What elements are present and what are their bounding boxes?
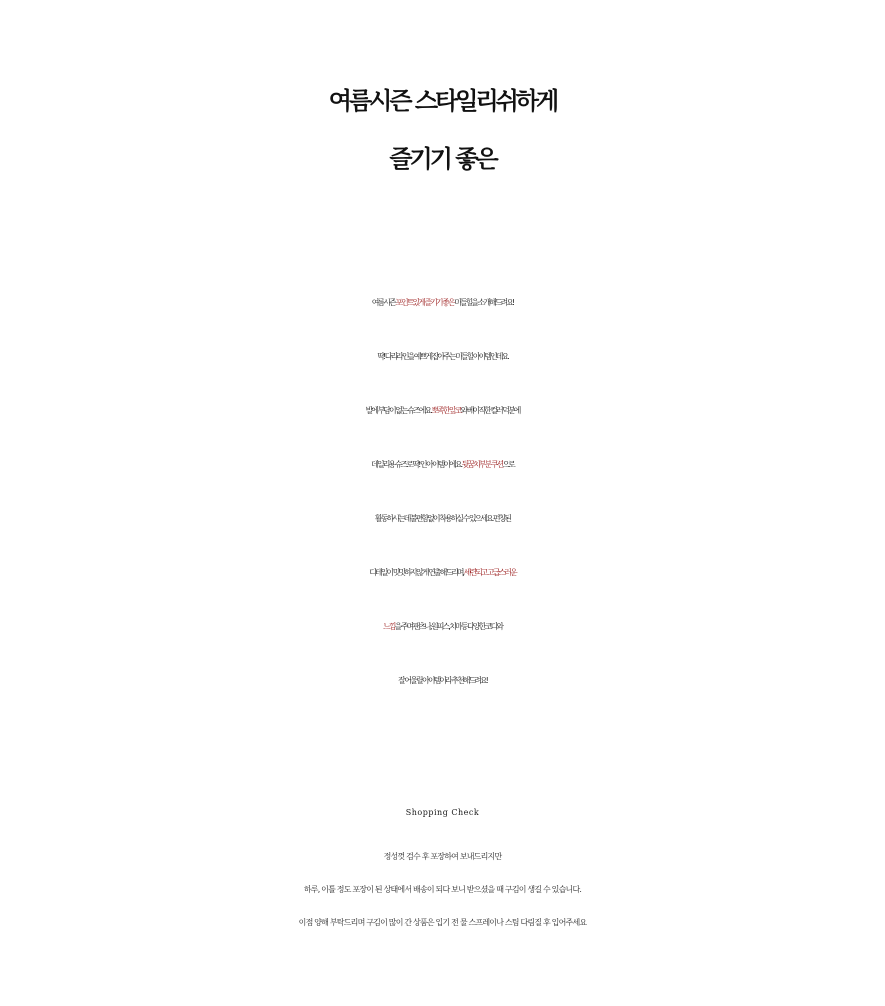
description-line-1: [0, 276, 885, 330]
description-line-6: [0, 546, 885, 600]
description-text: 와 베이직한 컬러 덕분에: [460, 406, 520, 415]
headline-line-1: 여름시즌 스타일리쉬하게: [328, 87, 557, 115]
headline-line-2: 즐기기 좋은: [389, 145, 496, 173]
description-highlight: 뽀족한 앞코: [431, 406, 461, 415]
description-text: 미들힐을 소개해드려요!: [453, 298, 514, 307]
description-line-5: 활동하시는데 불편함없이 착용하실 수 있으세요. 펀칭된: [375, 514, 510, 523]
description-highlight: 세련되고 고급스러운: [463, 568, 516, 577]
description-text: 을 주며 팬츠나, 원피스, 치마등 다양한 코디와: [394, 622, 502, 631]
description-highlight: 느낌: [383, 622, 395, 631]
shopping-check-note-2: 하루, 이틀 정도 포장이 된 상태에서 배송이 되다 보니 받으셨을 때 구김이 생길 수 있습니다.: [303, 885, 582, 894]
description-line-4: [0, 438, 885, 492]
shopping-check-title: Shopping Check: [405, 808, 480, 817]
shopping-check-notes: [0, 840, 885, 939]
shopping-check-note-3: 이점 양해 부탁드리며 구김이 많이 간 상품은 입기 전 물 스프레이나 스팀 다림질 후 입어주세요: [298, 918, 587, 927]
description-line-3: [0, 384, 885, 438]
description-line-8: 잘 어울릴 아이템이라 추천해드려요!: [398, 676, 487, 685]
description-line-2: 딱! 다리라인을 예쁘게 잡아주는 미들힐 아이템인데요.: [377, 352, 508, 361]
description-text: 데일리용 슈즈로 딱! 인 아이템이에요.: [371, 460, 462, 469]
description-text: 여름시즌: [371, 298, 396, 307]
description-text: 디테일이 밋밋하지 않게 연출해드리며,: [369, 568, 464, 577]
description-line-7: [0, 600, 885, 654]
page-headline: [0, 72, 885, 188]
product-description: [0, 276, 885, 708]
description-text: 으로: [502, 460, 514, 469]
description-highlight: 포인트있게 즐기기 좋은: [395, 298, 454, 307]
description-highlight: 뒷꿈치부분 쿠션: [461, 460, 503, 469]
description-text: 발에 부담이 없는 슈즈에요.: [365, 406, 432, 415]
shopping-check-note-1: 정성껏 검수 후 포장하여 보내드리지만: [383, 852, 502, 861]
